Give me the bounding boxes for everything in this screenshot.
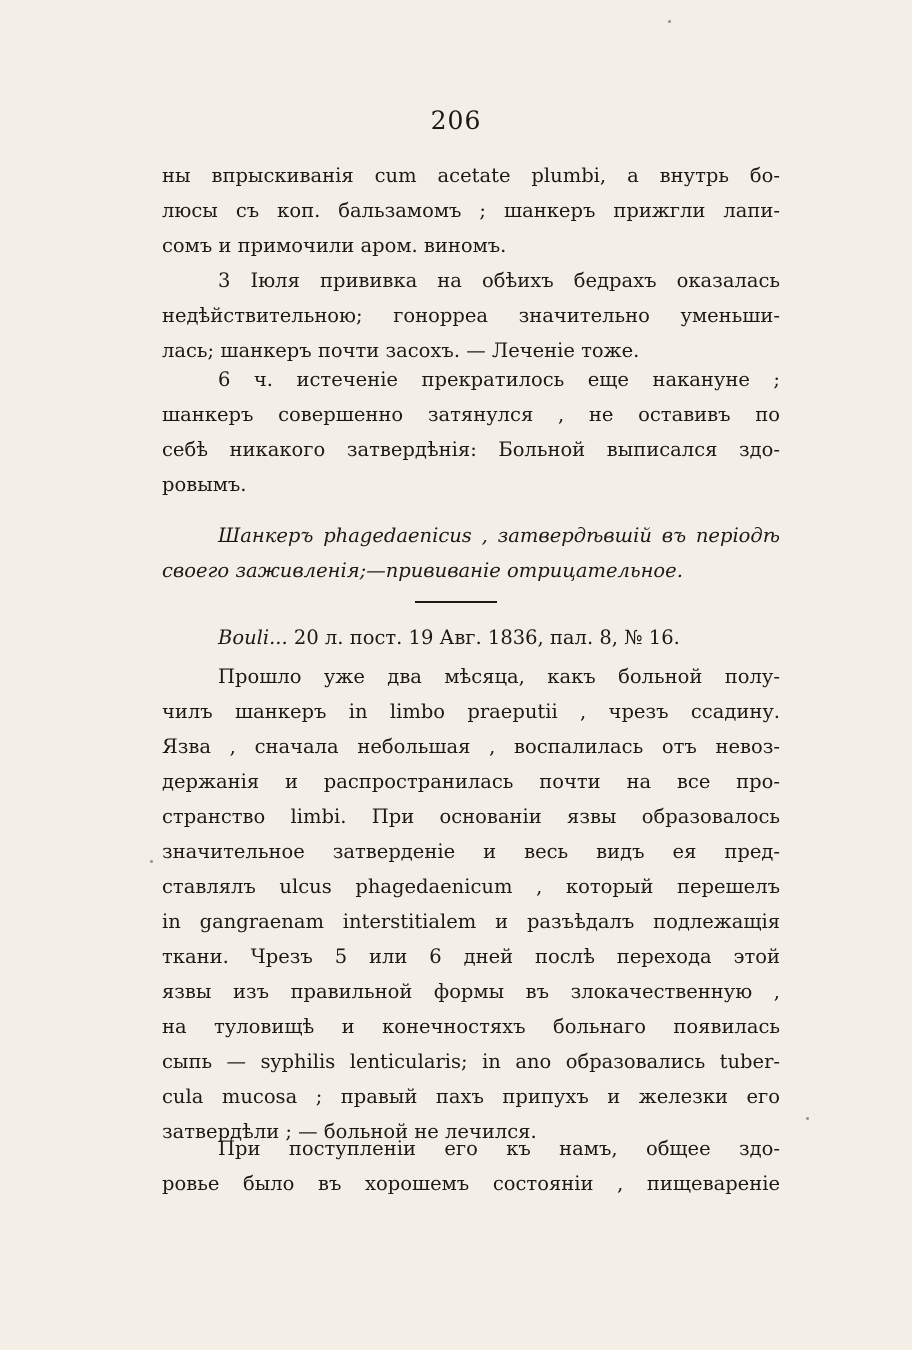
text-line: на туловищѣ и конечностяхъ больнаго появилась (162, 1015, 780, 1038)
text-line: держанія и распространилась почти на все про- (162, 770, 780, 793)
heading-line: своего заживленія;—прививаніе отрицательное. (162, 559, 683, 582)
text-line: 3 Іюля прививка на обѣихъ бедрахъ оказалась (218, 269, 780, 292)
text-line: Язва , сначала небольшая , воспалилась отъ невоз- (162, 735, 780, 758)
text-line: странство limbi. При основаніи язвы образовалось (162, 805, 780, 828)
text-line: сомъ и примочили аром. виномъ. (162, 234, 507, 257)
scan-speck (806, 1117, 809, 1120)
text-line: чилъ шанкеръ in limbo praeputii , чрезъ ссадину. (162, 700, 780, 723)
case-details: 20 л. пост. 19 Авг. 1836, пал. 8, № 16. (293, 626, 680, 649)
paragraph-day-6 (162, 362, 780, 502)
case-header (162, 620, 780, 655)
text-line: лась; шанкеръ почти засохъ. — Леченіе тоже. (162, 339, 640, 362)
paragraph-continuation (162, 158, 780, 263)
text-line: шанкеръ совершенно затянулся , не оставивъ по (162, 403, 780, 426)
text-line: ны впрыскиванія cum acetate plumbi, а внутрь бо- (162, 164, 780, 187)
text-line: значительное затверденіе и весь видъ ея пред- (162, 840, 780, 863)
paragraph-july-3 (162, 263, 780, 368)
text-line: Прошло уже два мѣсяца, какъ больной полу- (218, 665, 780, 688)
text-line: затвердѣли ; — больной не лечился. (162, 1120, 537, 1143)
text-line: ставлялъ ulcus phagedaenicum , который перешелъ (162, 875, 780, 898)
case-heading (162, 518, 780, 588)
paragraph-admission (162, 1131, 780, 1201)
scan-speck (150, 860, 153, 863)
patient-name: Bouli... (218, 626, 288, 649)
text-line: 6 ч. истеченіе прекратилось еще накануне ; (218, 368, 780, 391)
text-line: язвы изъ правильной формы въ злокачественную , (162, 980, 780, 1003)
text-line: При поступленіи его къ намъ, общее здо- (218, 1137, 780, 1160)
case-header-line (162, 620, 780, 655)
text-line: cula mucosa ; правый пахъ припухъ и железки его (162, 1085, 780, 1108)
page-number: 206 (430, 106, 482, 135)
text-line: недѣйствительною; гонорреа значительно уменьши- (162, 304, 780, 327)
scan-speck (668, 20, 671, 23)
text-line: in gangraenam interstitialem и разъѣдалъ подлежащія (162, 910, 780, 933)
text-line: себѣ никакого затвердѣнія: Больной выписался здо- (162, 438, 780, 461)
text-line: люсы съ коп. бальзамомъ ; шанкеръ прижгли лапи- (162, 199, 780, 222)
section-divider (415, 601, 497, 603)
heading-line: Шанкеръ phagedaenicus , затвердѣвшій въ періодѣ (218, 524, 780, 547)
paragraph-history (162, 659, 780, 1149)
text-line: ровье было въ хорошемъ состояніи , пищевареніе (162, 1172, 780, 1195)
text-line: сыпь — syphilis lenticularis; in ano образовались tuber- (162, 1050, 780, 1073)
text-line: ткани. Чрезъ 5 или 6 дней послѣ перехода этой (162, 945, 780, 968)
text-line: ровымъ. (162, 473, 247, 496)
